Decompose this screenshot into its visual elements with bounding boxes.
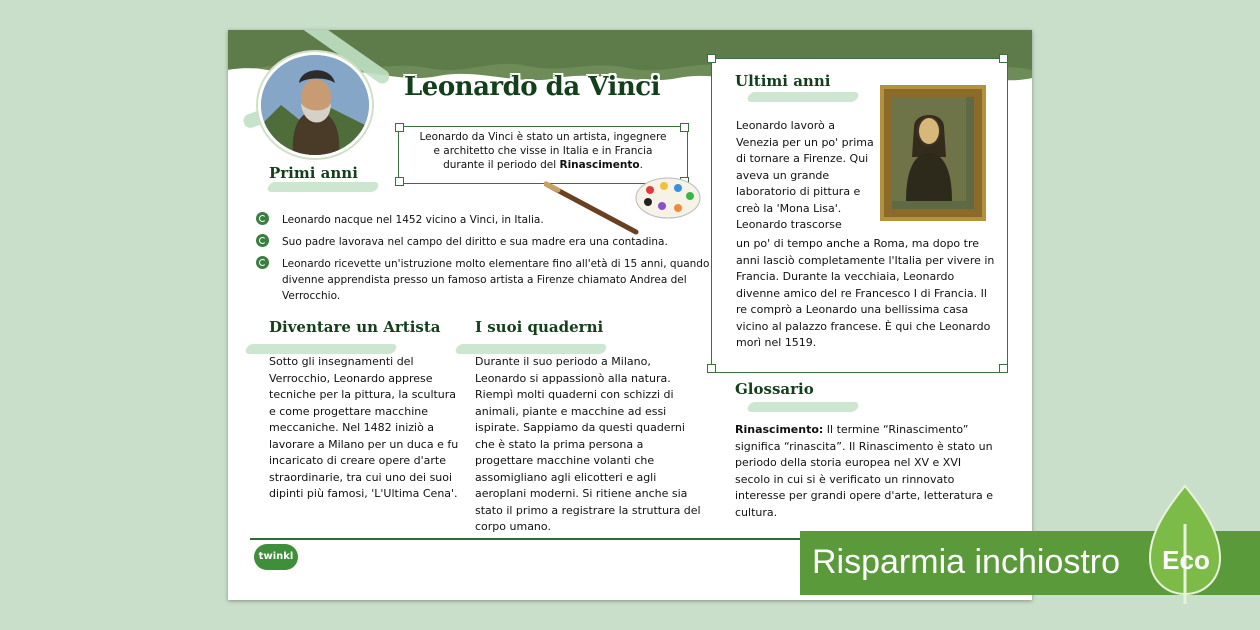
heading-underline-stroke bbox=[244, 344, 398, 354]
worksheet bbox=[228, 30, 1032, 600]
mona-lisa-painting-image bbox=[880, 85, 986, 221]
ultimi-anni-text-top: Leonardo lavorò a Venezia per un po' prima di tornare a Firenze. Qui aveva un grande laboratorio di pittura e creò la 'Mona Lisa'. Leonardo trascorse bbox=[736, 119, 874, 231]
intro-text: Leonardo da Vinci è stato un artista, ingegnere e architetto che visse in Italia e in Francia durante il periodo del bbox=[419, 131, 667, 171]
ultimi-anni-text-bottom: un po' di tempo anche a Roma, ma dopo tre anni lasciò completamente l'Italia per vivere in Francia. Durante la vecchiaia, Leonardo divenne amico del re Francesco I di Francia. Il re comprò a Leonardo una bellissima casa vicino al palazzo francese. È qui che Leonardo morì nel 1519. bbox=[736, 237, 995, 349]
artista-paragraph: Sotto gli insegnamenti del Verrocchio, Leonardo apprese tecniche per la pittura, la scultura e come progettare macchine meccaniche. Nel 1482 iniziò a lavorare a Milano per un duca e fu incaricato di creare opere d'arte straordinarie, tra cui uno dei suoi dipinti più famosi, 'L'Ultima Cena'. bbox=[269, 355, 459, 500]
eco-banner-text: Risparmia inchiostro bbox=[812, 543, 1120, 581]
heading-ultimi-anni: Ultimi anni bbox=[735, 72, 831, 90]
box-corner-ornament bbox=[395, 177, 404, 186]
box-corner-ornament bbox=[395, 123, 404, 132]
eco-badge-text: Eco bbox=[1162, 545, 1210, 575]
list-item bbox=[256, 256, 716, 304]
bullet-icon bbox=[256, 212, 269, 225]
glossario-paragraph bbox=[735, 422, 997, 521]
list-item bbox=[256, 234, 716, 250]
twinkl-logo: twinkl bbox=[254, 544, 298, 570]
bullet-icon bbox=[256, 256, 269, 269]
heading-glossario: Glossario bbox=[735, 380, 814, 398]
heading-underline-stroke bbox=[454, 344, 608, 354]
bullet-icon bbox=[256, 234, 269, 247]
page-title: Leonardo da Vinci bbox=[404, 72, 660, 102]
box-corner-ornament bbox=[999, 364, 1008, 373]
box-corner-ornament bbox=[707, 364, 716, 373]
primi-anni-list bbox=[256, 212, 716, 310]
heading-underline-stroke bbox=[746, 402, 860, 412]
box-corner-ornament bbox=[999, 54, 1008, 63]
list-item-text: Suo padre lavorava nel campo del diritto e sua madre era una contadina. bbox=[282, 236, 668, 248]
list-item-text: Leonardo nacque nel 1452 vicino a Vinci, in Italia. bbox=[282, 214, 544, 226]
quaderni-paragraph: Durante il suo periodo a Milano, Leonardo si appassionò alla natura. Riempì molti quaderni con schizzi di animali, piante e macchine ad essi ispirate. Sappiamo da questi quaderni che è stato la prima persona a progettare macchine volanti che assomigliano agli elicotteri e agli aeroplani moderni. Si ritiene anche sia stato il primo a registrare la struttura del corpo umano. bbox=[475, 355, 701, 533]
heading-quaderni: I suoi quaderni bbox=[475, 318, 604, 336]
heading-underline-stroke bbox=[266, 182, 380, 192]
heading-primi-anni: Primi anni bbox=[269, 164, 358, 182]
leonardo-portrait-image bbox=[258, 52, 372, 158]
heading-underline-stroke bbox=[746, 92, 860, 102]
heading-diventare-artista: Diventare un Artista bbox=[269, 318, 441, 336]
glossary-term: Rinascimento: bbox=[735, 423, 824, 436]
list-item-text: Leonardo ricevette un'istruzione molto elementare fino all'età di 15 anni, quando divenne apprendista presso un famoso artista a Firenze chiamato Andrea del Verrocchio. bbox=[282, 258, 710, 302]
intro-end: . bbox=[639, 159, 643, 171]
box-corner-ornament bbox=[680, 123, 689, 132]
intro-bold-term: Rinascimento bbox=[559, 159, 640, 171]
list-item bbox=[256, 212, 716, 228]
glossary-definition: Il termine “Rinascimento” significa “rinascita”. Il Rinascimento è stato un periodo della storia europea nel XV e XVI secolo in cui si è verificato un rinnovato interesse per grandi opere d'arte, letteratura e cultura. bbox=[735, 423, 994, 519]
box-corner-ornament bbox=[707, 54, 716, 63]
